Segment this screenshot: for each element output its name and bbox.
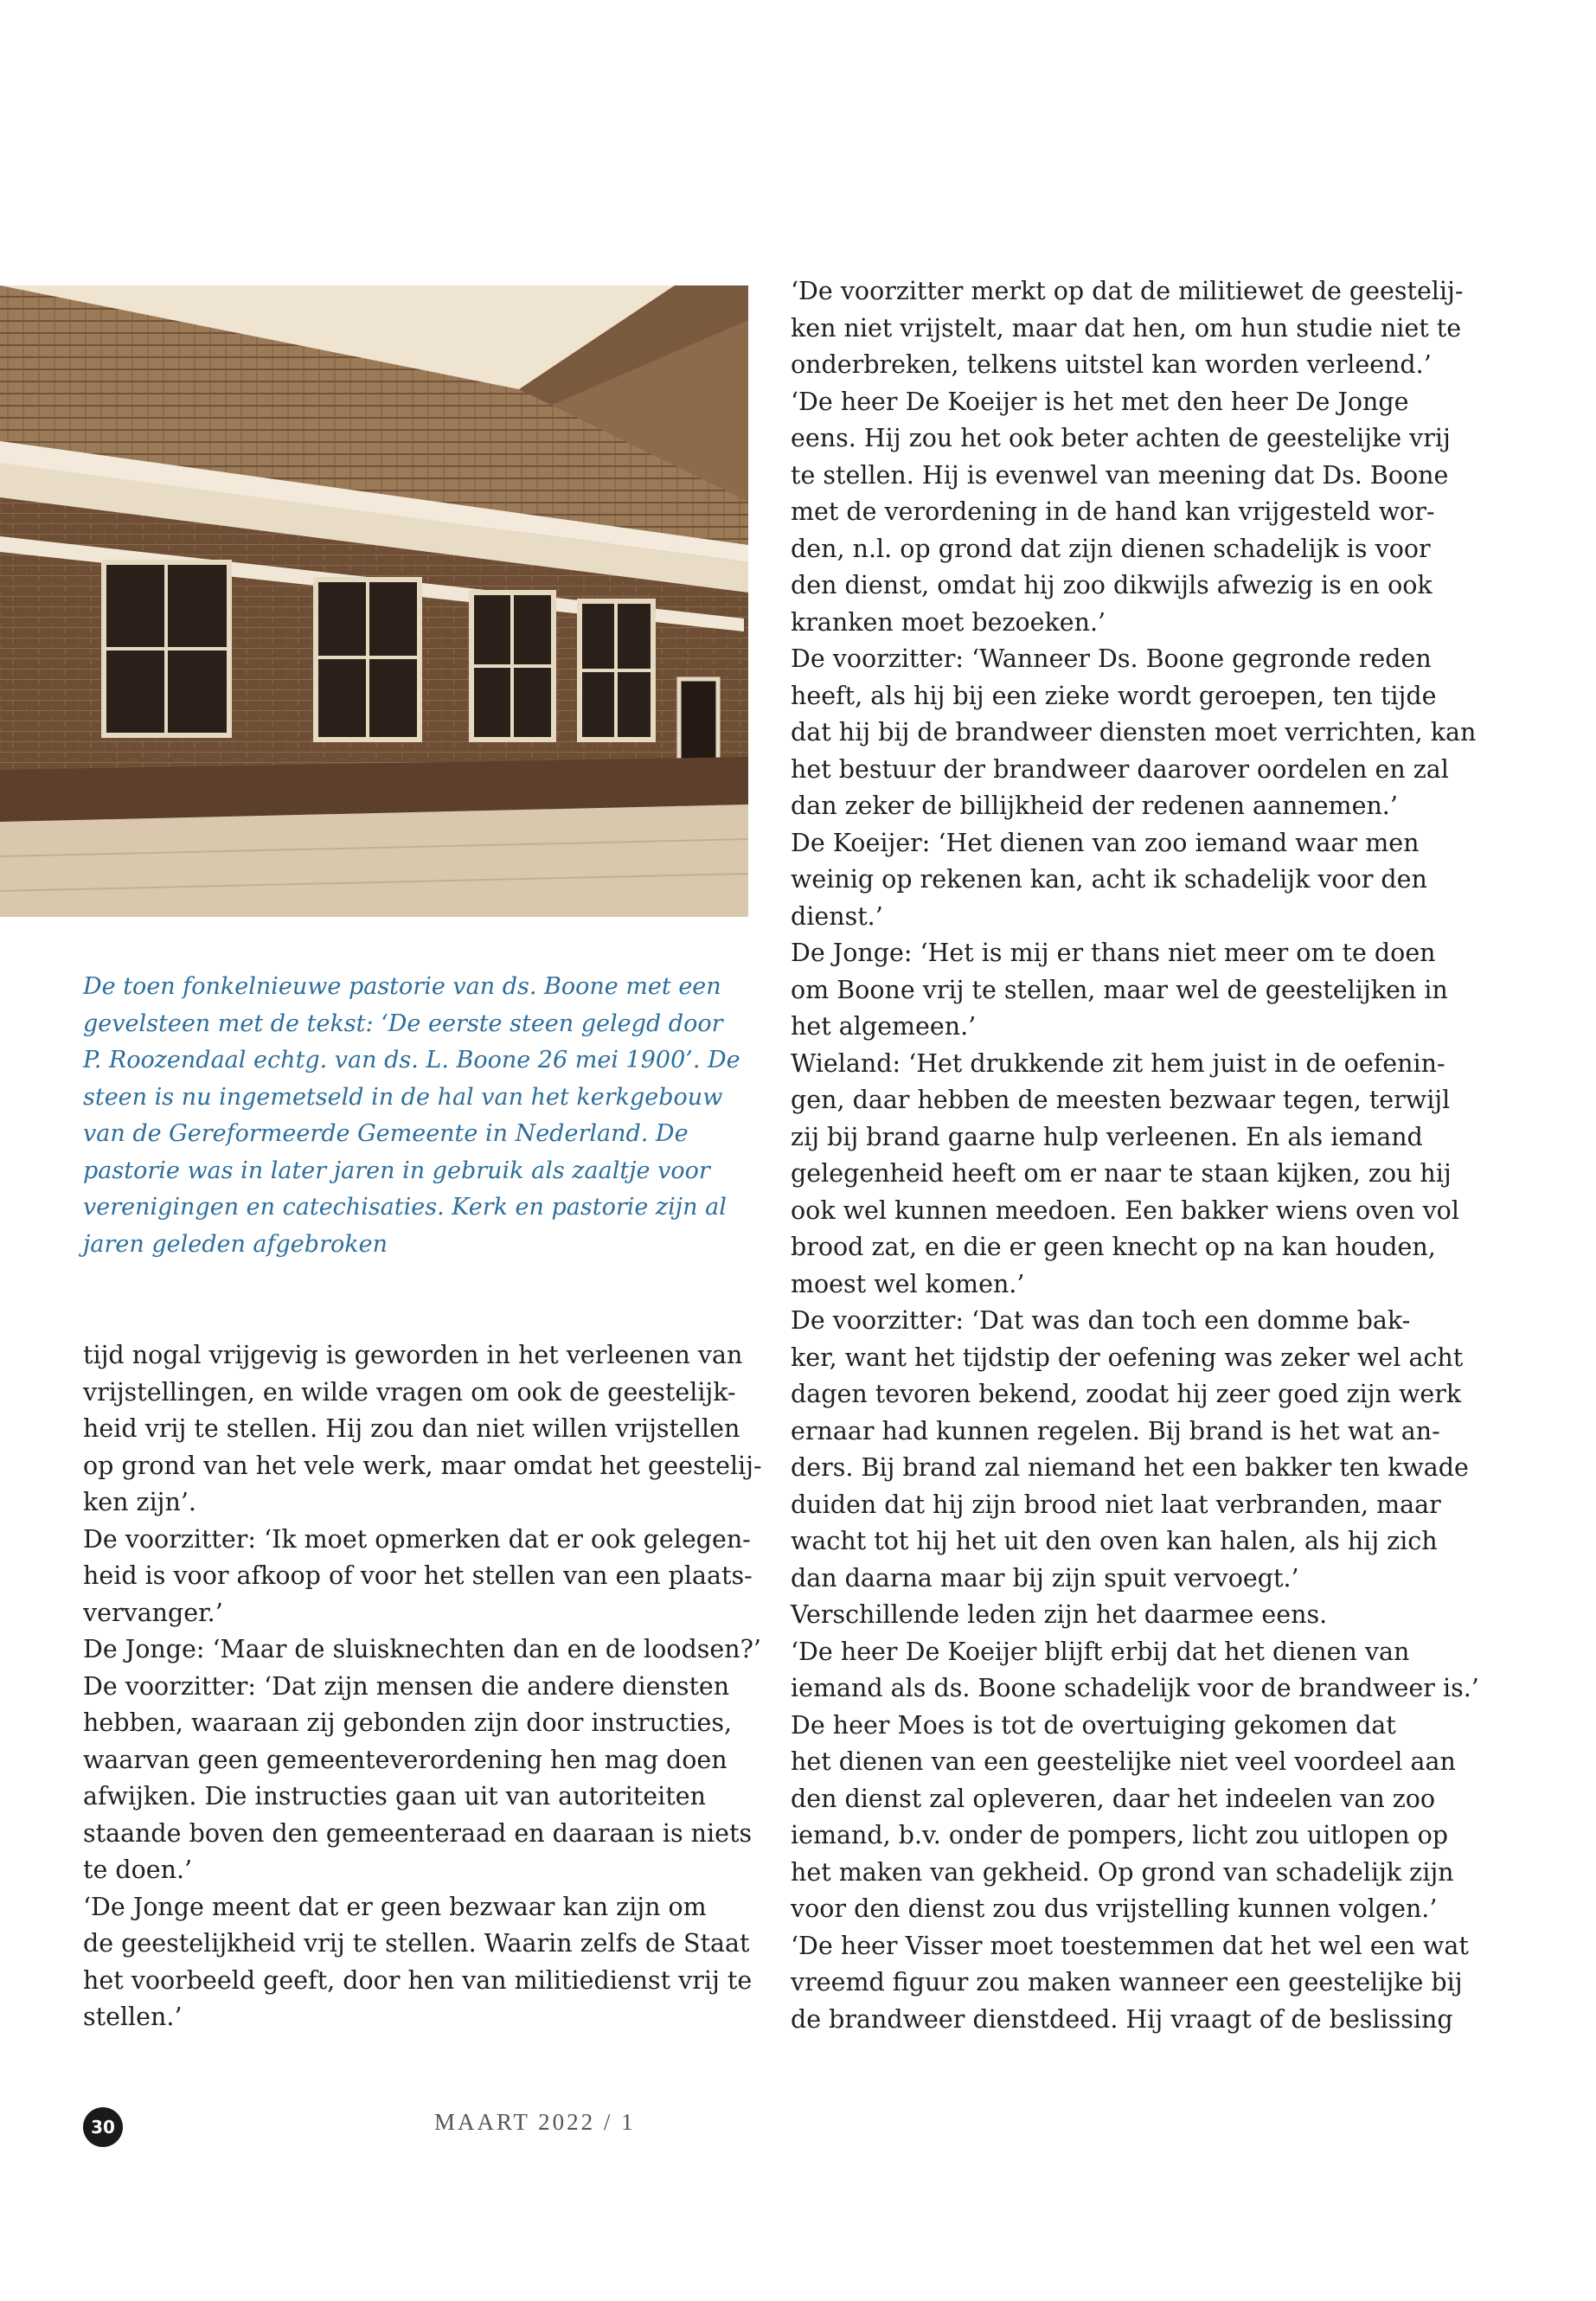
body-line: te doen.’ bbox=[83, 1856, 193, 1884]
body-line: den dienst, omdat hij zoo dikwijls afwezig is en ook bbox=[791, 571, 1433, 599]
body-line: waarvan geen gemeenteverordening hen mag doen bbox=[83, 1745, 727, 1774]
body-line: wacht tot hij het uit den oven kan halen, als hij zich bbox=[791, 1527, 1438, 1555]
body-line: ‘De voorzitter merkt op dat de militiewet de geestelij- bbox=[791, 277, 1464, 305]
body-line: om Boone vrij te stellen, maar wel de geestelijken in bbox=[791, 975, 1448, 1004]
body-line: het bestuur der brandweer daarover oordelen en zal bbox=[791, 754, 1449, 784]
body-line: De heer Moes is tot de overtuiging gekomen dat bbox=[791, 1710, 1396, 1740]
body-line: ker, want het tijdstip der oefening was zeker wel acht bbox=[791, 1343, 1464, 1372]
body-line: de brandweer dienstdeed. Hij vraagt of de beslissing bbox=[791, 2004, 1453, 2034]
body-line: het dienen van een geestelijke niet veel voordeel aan bbox=[791, 1747, 1456, 1776]
body-line: onderbreken, telkens uitstel kan worden verleend.’ bbox=[791, 350, 1432, 379]
body-line: staande boven den gemeenteraad en daaraan is niets bbox=[83, 1818, 753, 1848]
body-line: weinig op rekenen kan, acht ik schadelijk voor den bbox=[791, 865, 1427, 894]
body-line: te stellen. Hij is evenwel van meening dat Ds. Boone bbox=[791, 460, 1449, 490]
body-line: gen, daar hebben de meesten bezwaar tegen, terwijl bbox=[791, 1086, 1451, 1114]
body-line: ‘De Jonge meent dat er geen bezwaar kan zijn om bbox=[83, 1892, 707, 1921]
body-line: De voorzitter: ‘Dat zijn mensen die andere diensten bbox=[83, 1671, 730, 1701]
body-line: ook wel kunnen meedoen. Een bakker wiens oven vol bbox=[791, 1195, 1459, 1225]
body-line: ‘De heer De Koeijer blijft erbij dat het dienen van bbox=[791, 1637, 1410, 1666]
body-line: dan zeker de billijkheid der redenen aannemen.’ bbox=[791, 792, 1398, 820]
body-line: dienst.’ bbox=[791, 901, 883, 931]
body-line: dat hij bij de brandweer diensten moet verrichten, kan bbox=[791, 718, 1477, 747]
body-line: op grond van het vele werk, maar omdat het geestelij- bbox=[83, 1451, 762, 1480]
body-line: hebben, waaraan zij gebonden zijn door instructies, bbox=[83, 1708, 733, 1737]
issue-label: MAART 2022 / 1 bbox=[434, 2109, 636, 2135]
body-line: De Koeijer: ‘Het dienen van zoo iemand waar men bbox=[791, 828, 1420, 857]
body-line: De voorzitter: ‘Dat was dan toch een domme bak- bbox=[791, 1306, 1411, 1335]
body-line: De voorzitter: ‘Ik moet opmerken dat er ook gelegen- bbox=[83, 1524, 751, 1554]
body-line: vervanger.’ bbox=[83, 1598, 223, 1627]
body-line: zij bij brand gaarne hulp verleenen. En als iemand bbox=[791, 1122, 1423, 1151]
body-line: vreemd figuur zou maken wanneer een geestelijke bij bbox=[791, 1968, 1463, 1997]
body-line: vrijstellingen, en wilde vragen om ook de geestelijk- bbox=[83, 1377, 736, 1407]
body-line: iemand, b.v. onder de pompers, licht zou uitlopen op bbox=[791, 1821, 1449, 1849]
body-line: dagen tevoren bekend, zoodat hij zeer goed zijn werk bbox=[791, 1380, 1462, 1408]
article-column-right bbox=[791, 273, 1479, 2038]
body-line: tijd nogal vrijgevig is geworden in het verleenen van bbox=[83, 1341, 743, 1369]
body-line: ‘De heer Visser moet toestemmen dat het wel een wat bbox=[791, 1931, 1469, 1960]
body-line: het maken van gekheid. Op grond van schadelijk zijn bbox=[791, 1857, 1454, 1887]
body-line: De voorzitter: ‘Wanneer Ds. Boone gegronde reden bbox=[791, 644, 1432, 673]
body-line: den dienst zal opleveren, daar het indeelen van zoo bbox=[791, 1784, 1436, 1813]
body-line: dan daarna maar bij zijn spuit vervoegt.’ bbox=[791, 1563, 1299, 1593]
photo-caption: De toen fonkelnieuwe pastorie van ds. Boone met een gevelsteen met de tekst: ‘De eerste steen gelegd door P. Roozendaal echtg. van ds. L. Boone 26 mei 1900’. De steen is nu ingemetseld in de hal van het kerkgebouw van de Gereformeerde Gemeente in Nederland. De pastorie was in later jaren in gebruik als zaaltje voor verenigingen en catechisaties. Kerk en pastorie zijn al jaren geleden afgebroken bbox=[83, 973, 740, 1258]
body-line: moest wel komen.’ bbox=[791, 1269, 1025, 1298]
photo-pastorie bbox=[0, 285, 748, 917]
body-line: afwijken. Die instructies gaan uit van autoriteiten bbox=[83, 1782, 706, 1811]
body-line: het algemeen.’ bbox=[791, 1012, 977, 1041]
body-line: den, n.l. op grond dat zijn dienen schadelijk is voor bbox=[791, 534, 1431, 563]
body-line: kranken moet bezoeken.’ bbox=[791, 607, 1106, 637]
body-line: ‘De heer De Koeijer is het met den heer De Jonge bbox=[791, 387, 1409, 416]
body-line: heeft, als hij bij een zieke wordt geroepen, ten tijde bbox=[791, 681, 1437, 710]
body-line: iemand als ds. Boone schadelijk voor de brandweer is.’ bbox=[791, 1674, 1479, 1702]
body-line: het voorbeeld geeft, door hen van militiedienst vrij te bbox=[83, 1965, 753, 1995]
body-line: eens. Hij zou het ook beter achten de geestelijke vrij bbox=[791, 424, 1451, 452]
body-line: stellen.’ bbox=[83, 2003, 183, 2031]
body-line: Verschillende leden zijn het daarmee eens. bbox=[791, 1600, 1328, 1629]
body-line: de geestelijkheid vrij te stellen. Waarin zelfs de Staat bbox=[83, 1929, 750, 1958]
body-line: ken zijn’. bbox=[83, 1488, 196, 1516]
body-line: De Jonge: ‘Maar de sluisknechten dan en de loodsen?’ bbox=[83, 1635, 761, 1663]
body-line: gelegenheid heeft om er naar te staan kijken, zou hij bbox=[791, 1159, 1452, 1188]
article-column-left bbox=[83, 1337, 762, 2036]
body-line: heid vrij te stellen. Hij zou dan niet willen vrijstellen bbox=[83, 1414, 740, 1443]
body-line: ders. Bij brand zal niemand het een bakker ten kwade bbox=[791, 1453, 1469, 1482]
body-line: De Jonge: ‘Het is mij er thans niet meer om te doen bbox=[791, 939, 1436, 967]
body-line: met de verordening in de hand kan vrijgesteld wor- bbox=[791, 497, 1435, 526]
body-line: ken niet vrijstelt, maar dat hen, om hun studie niet te bbox=[791, 313, 1462, 343]
body-line: heid is voor afkoop of voor het stellen van een plaats- bbox=[83, 1561, 753, 1590]
body-line: ernaar had kunnen regelen. Bij brand is het wat an- bbox=[791, 1416, 1440, 1445]
body-line: voor den dienst zou dus vrijstelling kunnen volgen.’ bbox=[791, 1894, 1438, 1923]
body-line: Wieland: ‘Het drukkende zit hem juist in de oefenin- bbox=[791, 1048, 1445, 1078]
body-line: duiden dat hij zijn brood niet laat verbranden, maar bbox=[791, 1490, 1441, 1519]
body-line: brood zat, en die er geen knecht op na kan houden, bbox=[791, 1233, 1436, 1261]
page-number-badge: 30 bbox=[83, 2107, 123, 2147]
